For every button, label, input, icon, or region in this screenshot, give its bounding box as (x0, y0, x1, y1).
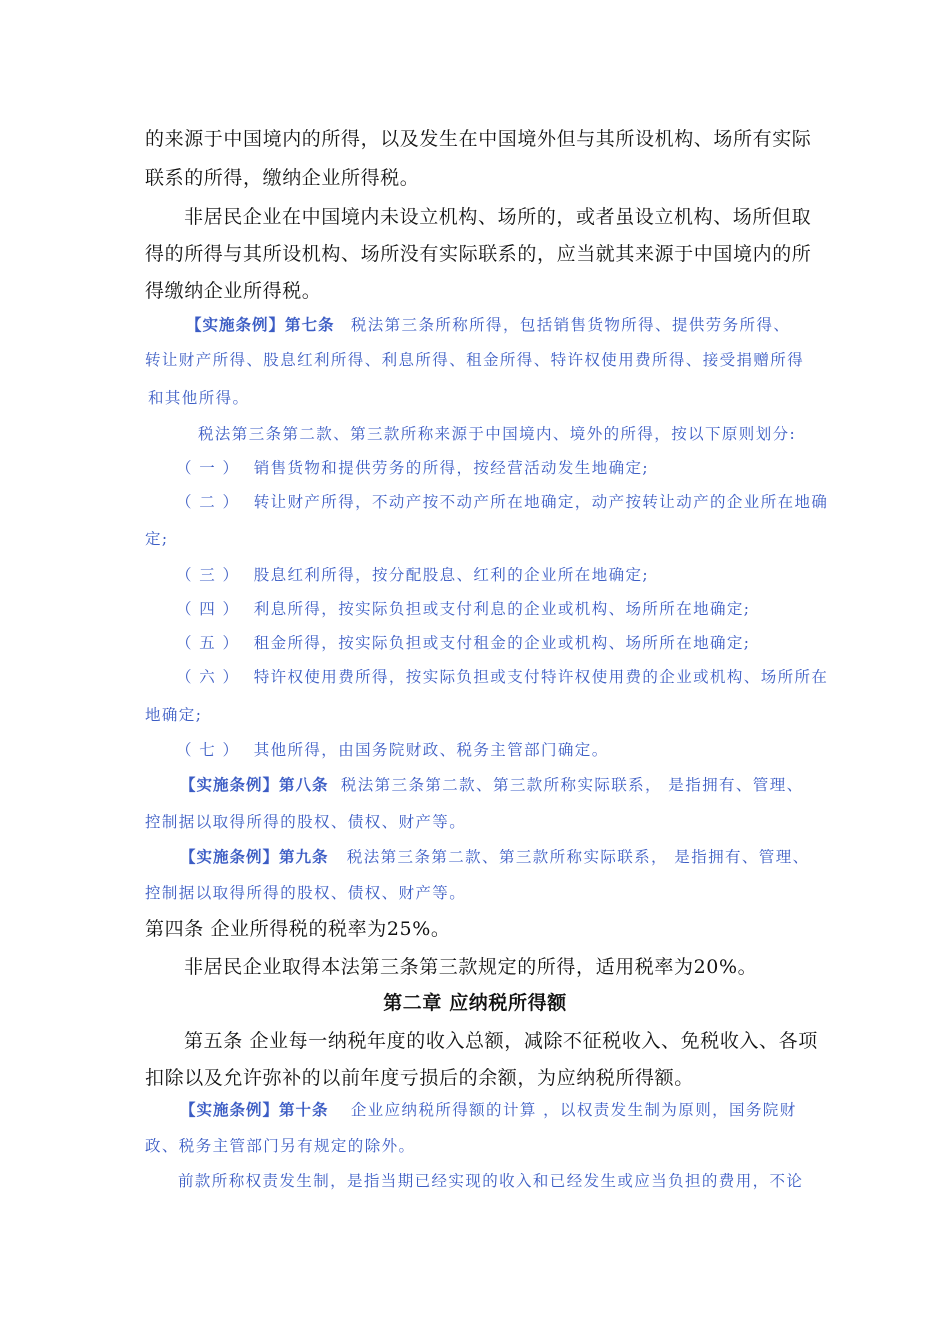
list-item-text: 销售货物和提供劳务的所得，按经营活动发生地确定; (253, 459, 650, 477)
regulation-text: 税法第三条第二款、第三款所称实际联系， 是指拥有、管理、 (340, 776, 804, 794)
regulation-text: 企业应纳税所得额的计算 ，以权责发生制为原则，国务院财 (350, 1101, 797, 1119)
list-item-number: （ 一 ） (176, 459, 240, 477)
list-item-continuation: 地确定; (145, 706, 203, 724)
regulation-line: 转让财产所得、股息红利所得、利息所得、租金所得、特许权使用费所得、接受捐赠所得 (145, 351, 805, 369)
list-item-number: （ 四 ） (176, 600, 240, 618)
list-item-continuation: 定; (145, 530, 169, 548)
regulation-tag: 【实施条例】 (186, 315, 286, 334)
regulation-line (180, 1098, 797, 1120)
regulation-line: 控制据以取得所得的股权、债权、财产等。 (145, 813, 467, 831)
list-item-number: （ 二 ） (176, 493, 240, 511)
regulation-tag: 【实施条例】 (180, 1100, 280, 1119)
law-text-line: 非居民企业取得本法第三条第三款规定的所得，适用税率为20%。 (184, 956, 758, 978)
law-text-line: 非居民企业在中国境内未设立机构、场所的，或者虽设立机构、场所但取 (184, 206, 812, 228)
list-item-text: 转让财产所得，不动产按不动产所在地确定，动产按转让动产的企业所在地确 (253, 493, 829, 511)
list-item-text: 特许权使用费所得，按实际负担或支付特许权使用费的企业或机构、场所所在 (253, 668, 829, 686)
list-item-number: （ 六 ） (176, 668, 240, 686)
regulation-text: 税法第三条第二款、第三款所称实际联系， 是指拥有、管理、 (346, 848, 810, 866)
law-text-line: 第四条 企业所得税的税率为25%。 (145, 918, 451, 940)
regulation-text: 税法第三条所称所得，包括销售货物所得、提供劳务所得、 (350, 316, 791, 334)
regulation-line: 控制据以取得所得的股权、债权、财产等。 (145, 884, 467, 902)
regulation-line (186, 313, 790, 335)
regulation-line: 和其他所得。 (148, 389, 250, 407)
regulation-line: 税法第三条第二款、第三款所称来源于中国境内、境外的所得，按以下原则划分: (198, 425, 797, 443)
list-item-text: 租金所得，按实际负担或支付租金的企业或机构、场所所在地确定; (253, 634, 751, 652)
list-item-text: 利息所得，按实际负担或支付利息的企业或机构、场所所在地确定; (253, 600, 751, 618)
law-text-line: 得缴纳企业所得税。 (145, 280, 322, 302)
regulation-tag: 【实施条例】 (180, 847, 280, 866)
list-item-text: 其他所得，由国务院财政、税务主管部门确定。 (253, 741, 609, 759)
regulation-line (180, 773, 804, 795)
list-item (176, 738, 609, 760)
law-text-line: 扣除以及允许弥补的以前年度亏损后的余额，为应纳税所得额。 (145, 1067, 694, 1089)
list-item (176, 490, 828, 512)
regulation-tag: 【实施条例】 (180, 775, 280, 794)
list-item (176, 456, 649, 478)
chapter-heading: 第二章 应纳税所得额 (383, 992, 567, 1014)
regulation-article: 第九条 (279, 847, 329, 866)
regulation-line: 前款所称权责发生制，是指当期已经实现的收入和已经发生或应当负担的费用，不论 (178, 1172, 804, 1190)
regulation-article: 第八条 (279, 775, 329, 794)
list-item-number: （ 七 ） (176, 741, 240, 759)
law-text-line: 的来源于中国境内的所得，以及发生在中国境外但与其所设机构、场所有实际 (145, 128, 812, 150)
law-text-line: 得的所得与其所设机构、场所没有实际联系的，应当就其来源于中国境内的所 (145, 243, 812, 265)
list-item-text: 股息红利所得，按分配股息、红利的企业所在地确定; (253, 566, 650, 584)
regulation-article: 第七条 (285, 315, 335, 334)
law-text-line: 第五条 企业每一纳税年度的收入总额，减除不征税收入、免税收入、各项 (184, 1030, 818, 1052)
law-text-line: 联系的所得，缴纳企业所得税。 (145, 167, 420, 189)
regulation-article: 第十条 (279, 1100, 329, 1119)
list-item (176, 597, 750, 619)
regulation-line: 政、税务主管部门另有规定的除外。 (145, 1137, 416, 1155)
list-item (176, 665, 828, 687)
list-item (176, 563, 649, 585)
list-item-number: （ 五 ） (176, 634, 240, 652)
regulation-line (180, 845, 810, 867)
list-item (176, 631, 750, 653)
list-item-number: （ 三 ） (176, 566, 240, 584)
